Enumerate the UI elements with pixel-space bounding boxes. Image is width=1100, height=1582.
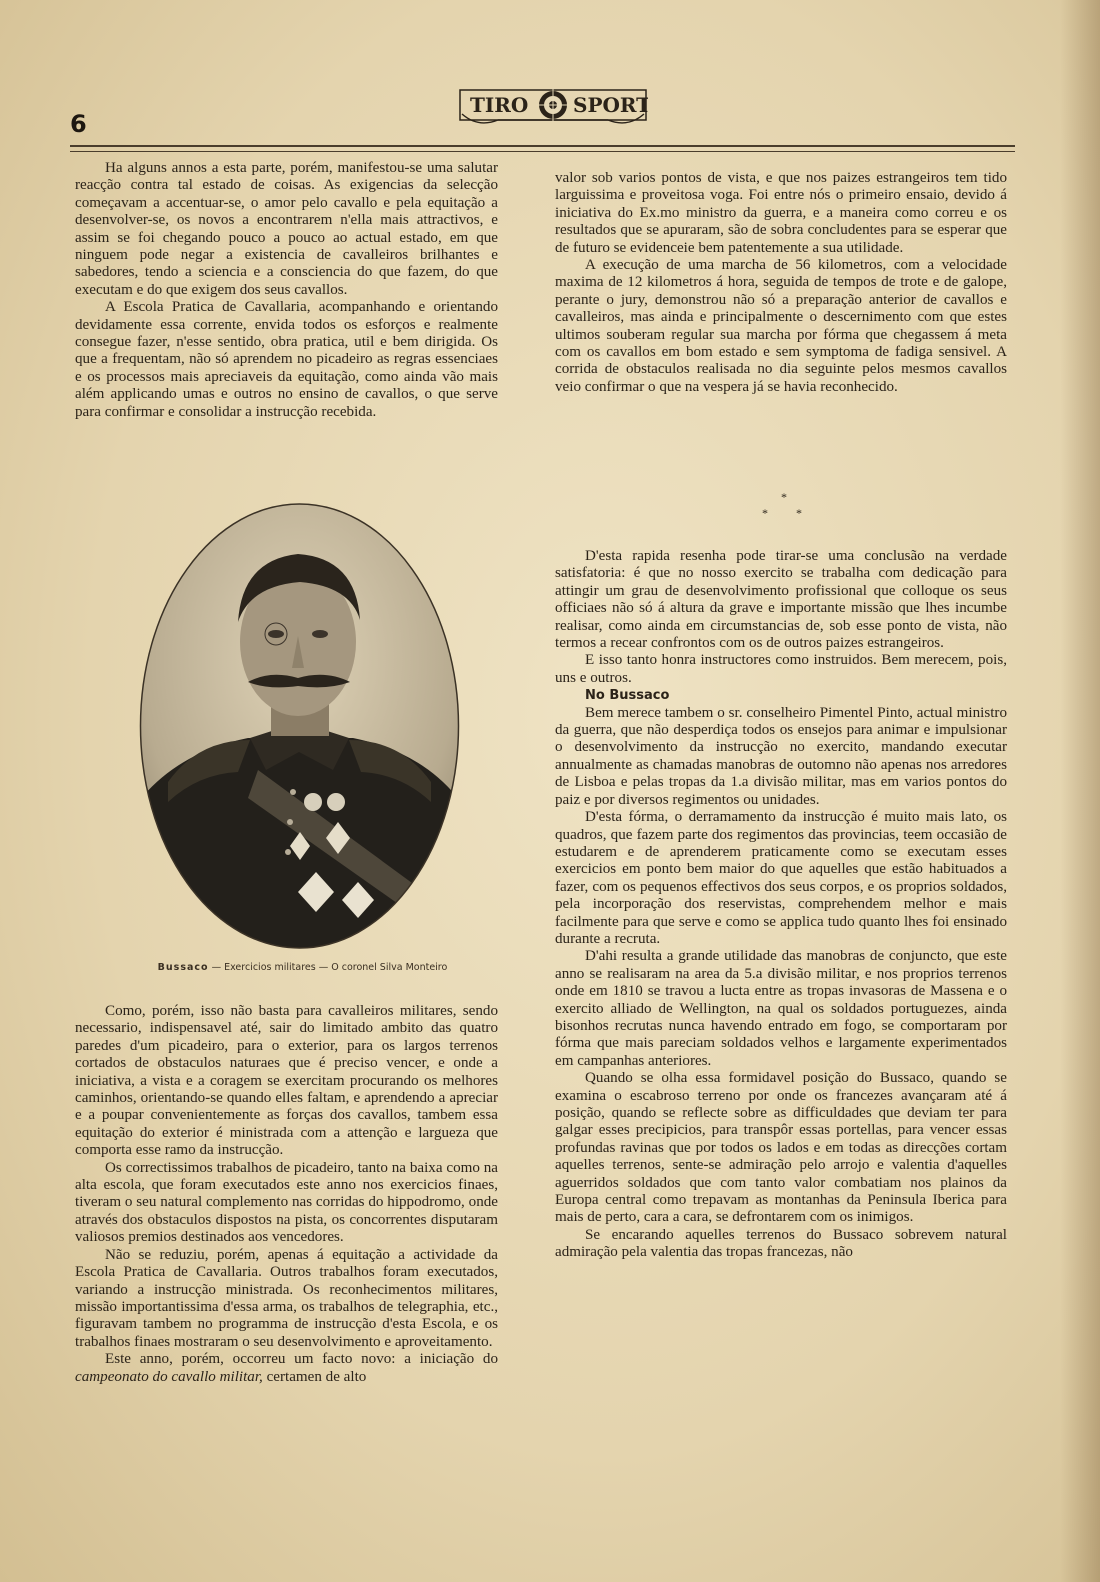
photo-caption xyxy=(130,962,475,973)
header-rule-thin xyxy=(70,151,1015,152)
paragraph: Como, porém, isso não basta para cavalleiros militares, sendo necessario, indispensavel até, sair do limitado ambito das quatro paredes d'um picadeiro, para o exterior, para os largos terrenos cortados de obstaculos naturaes que é preciso vencer, e onde a iniciativa, a vista e a coragem se exercitam procurando os melhores caminhos, orientando-se quando elles faltam, e aprendendo a apreciar e a poupar convenientemente as forças dos cavallos, tambem essa equitação do exterior é ministrada com a attenção e largueza que comporta esse ramo da instrucção. xyxy=(75,1003,498,1159)
page-edge-shadow xyxy=(1060,0,1100,1582)
paragraph xyxy=(75,1351,498,1386)
svg-text:TIRO: TIRO xyxy=(470,93,529,117)
star: * xyxy=(762,506,768,520)
paragraph: D'esta fórma, o derramamento da instrucção é muito mais lato, os quadros, que fazem parte dos regimentos das provincias, teem occasião de estudarem e de aprenderem praticamente como se executam esses exercicios em ponto bem maior do que aquelles que estão habituados a fazer, com os pequenos effectivos dos seus corpos, e os proprios soldados, pela incorporação dos reservistas, comprehendem melhor e mais facilmente para que serve e como se applica tudo quanto lhes foi ensinado durante a recruta. xyxy=(555,809,1007,947)
portrait-photo xyxy=(138,502,461,950)
header-rule xyxy=(70,145,1015,147)
svg-text:SPORT: SPORT xyxy=(573,93,648,117)
paragraph: valor sob varios pontos de vista, e que nos paizes estrangeiros tem tido larguissima e proveitosa voga. Foi entre nós o primeiro ensaio, devido á iniciativa do Ex.mo ministro da guerra, e a maneira como correu e os resultados que se apuraram, são de sobra concludentes para se esperar que de futuro se evidenceie bem patentemente a sua utilidade. xyxy=(555,170,1007,256)
paragraph: A execução de uma marcha de 56 kilometros, com a velocidade maxima de 12 kilometros á hora, seguida de tempos de trote e de galope, perante o jury, demonstrou não só a preparação anterior de cavallos e cavalleiros, mas ainda e principalmente o descernimento com que estes ultimos souberam regular sua marcha por fórma que chegassem á meta com os cavallos em bom estado e sem symptoma de fadiga sensivel. A corrida de obstaculos realisada no dia seguinte pelos mesmos cavallos veio confirmar o que na vespera já se havia reconhecido. xyxy=(555,257,1007,395)
paragraph: D'esta rapida resenha pode tirar-se uma conclusão na verdade satisfatoria: é que no nosso exercito se trabalha com dedicação para attingir um grau de desenvolvimento profissional que colloque os seus officiaes não só á altura da grave e importante missão que lhes incumbe realisar, como ainda em circumstancias de, sob esse ponto de vista, não termos a recear confrontos com os de outros paizes estrangeiros. xyxy=(555,548,1007,652)
italic-text-run: campeonato do cavallo militar, xyxy=(75,1368,263,1385)
right-column-bottom xyxy=(555,548,1007,1262)
text-run: certamen de alto xyxy=(262,1368,367,1385)
star: * xyxy=(781,490,787,504)
masthead-logo xyxy=(458,84,648,130)
right-column-top xyxy=(555,170,1007,396)
text-run: Este anno, porém, occorreu um facto novo: a iniciação do xyxy=(105,1351,498,1368)
star: * xyxy=(796,506,802,520)
left-column-bottom xyxy=(75,1003,498,1386)
paragraph: Bem merece tambem o sr. conselheiro Pimentel Pinto, actual ministro da guerra, que não desperdiça todos os ensejos para animar e impulsionar o desenvolvimento da instrucção no exercito, mandando executar annualmente as chamadas manobras de outomno não apenas nos arredores de Lisboa e pelas tropas da 1.a divisão militar, mas em varios pontos do paiz e por diversos regimentos ou unidades. xyxy=(555,704,1007,808)
section-separator-stars xyxy=(740,490,830,520)
paragraph: Não se reduziu, porém, apenas á equitação a actividade da Escola Pratica de Cavallaria. Outros trabalhos foram executados, variando a instrucção ministrada. Os reconhecimentos militares, missão importantissima d'essa arma, os trabalhos de telegraphia, etc., figuravam tambem no programma de instrucção d'esta Escola, e os trabalhos finaes mostraram o seu desenvolvimento e aproveitamento. xyxy=(75,1246,498,1350)
caption-place: Bussaco xyxy=(157,962,209,973)
paragraph: Os correctissimos trabalhos de picadeiro, tanto na baixa como na alta escola, que foram executados este anno nos exercicios finaes, tiveram o seu natural complemento nas corridas do hippodromo, onde através dos obstaculos dispostos na pista, os concorrentes disputaram valiosos premios destinados aos vencedores. xyxy=(75,1159,498,1246)
paragraph: Quando se olha essa formidavel posição do Bussaco, quando se examina o escabroso terreno por onde os francezes avançaram até á posição, quando se reflecte sobre as difficuldades que deviam ter para galgar esses precipicios, para transpôr essas portellas, para vencer essas profundas ravinas que por todos os lados e em todas as direcções cortam aquelles terrenos, sente-se admiração pelo arrojo e valentia d'aquelles aguerridos soldados que com tanto valor combatiam nos plainos da Europa central como trepavam as montanhas da Peninsula Iberica para mais de perto, cara a cara, se defrontarem com os inimigos. xyxy=(555,1070,1007,1226)
paragraph: E isso tanto honra instructores como instruidos. Bem merecem, pois, uns e outros. xyxy=(555,652,1007,686)
paragraph: A Escola Pratica de Cavallaria, acompanhando e orientando devidamente essa corrente, envida todos os esforços e realmente consegue fazer, n'esse sentido, obra pratica, util e bem dirigida. Os que a frequentam, não só aprendem no picadeiro as regras essenciaes e os processos mais apreciaveis da equitação, como ainda vão mais além applicando umas e outros no ensino de cavallos, o que serve para confirmar e consolidar a instrucção recebida. xyxy=(75,299,498,420)
paragraph: Ha alguns annos a esta parte, porém, manifestou-se uma salutar reacção contra tal estado de coisas. As exigencias da selecção começavam a accentuar-se, o amor pelo cavallo e pela equitação a desenvolver-se, os novos a encontrarem n'ella mais attractivos, e assim se foi chegando pouco a pouco ao actual estado, em que ninguem pode negar a existencia de cavalleiros brilhantes e sabedores, tendo a sciencia e a consciencia do que fazem, do que executam e do que exigem dos seus cavallos. xyxy=(75,160,498,298)
paragraph: D'ahi resulta a grande utilidade das manobras de conjuncto, que este anno se realisaram na area da 5.a divisão militar, e nos proprios terrenos onde em 1810 se travou a lucta entre as tropas invasoras de Massena e o exercito alliado de Wellington, na qual os soldados portuguezes, ainda bisonhos recrutas nunca havendo entrado em fogo, se comportaram por fórma que mais pareciam soldados velhos e largamente experimentados em campanhas anteriores. xyxy=(555,948,1007,1069)
paragraph: Se encarando aquelles terrenos do Bussaco sobrevem natural admiração pela valentia das tropas francezas, não xyxy=(555,1226,1007,1261)
caption-text: — Exercicios militares — O coronel Silva Monteiro xyxy=(211,962,448,973)
page-number: 6 xyxy=(70,110,87,138)
section-heading: No Bussaco xyxy=(585,688,670,704)
left-column-top xyxy=(75,160,498,421)
